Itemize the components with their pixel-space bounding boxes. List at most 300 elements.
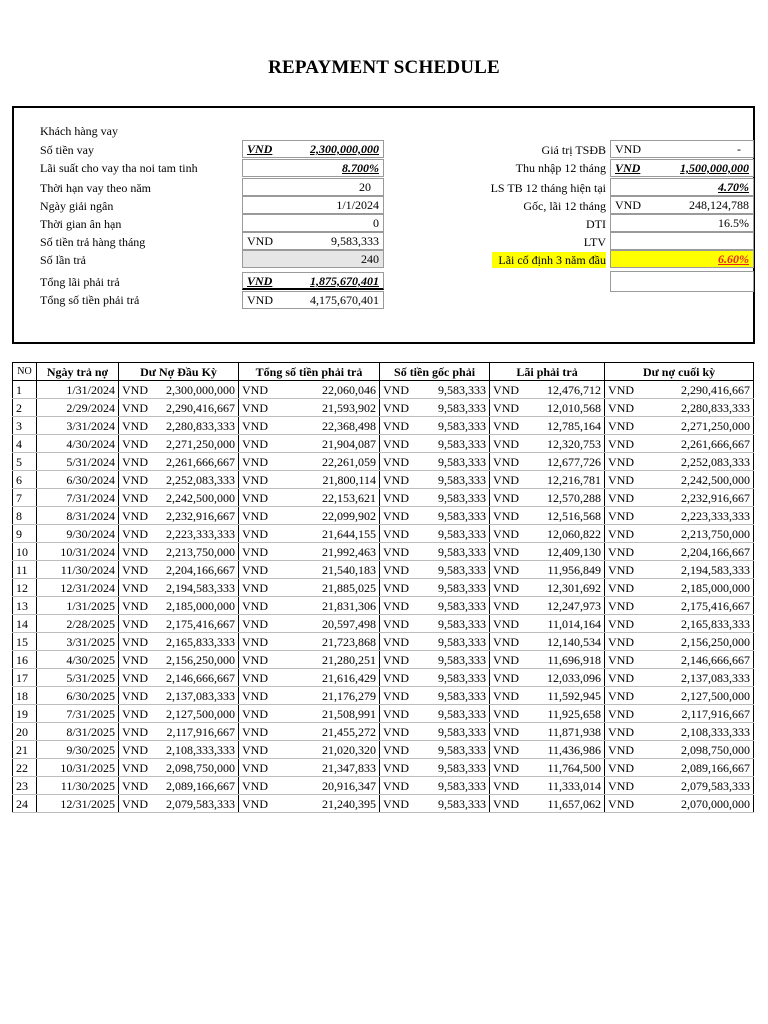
cell-currency[interactable]: VND <box>605 615 645 633</box>
cell-currency[interactable]: VND <box>380 705 420 723</box>
cell-no[interactable]: 16 <box>13 651 37 669</box>
cell-currency[interactable]: VND <box>380 543 420 561</box>
cell-currency[interactable]: VND <box>490 651 530 669</box>
cell-total-payment[interactable]: 21,644,155 <box>279 525 380 543</box>
cell-currency[interactable]: VND <box>239 543 279 561</box>
cell-date[interactable]: 7/31/2025 <box>37 705 119 723</box>
cell-principal[interactable]: 9,583,333 <box>420 705 490 723</box>
cell-no[interactable]: 21 <box>13 741 37 759</box>
cell-currency[interactable]: VND <box>490 759 530 777</box>
cell-date[interactable]: 10/31/2024 <box>37 543 119 561</box>
cell-currency[interactable]: VND <box>605 471 645 489</box>
cell-currency[interactable]: VND <box>380 525 420 543</box>
cell-currency[interactable]: VND <box>605 507 645 525</box>
cell-currency[interactable]: VND <box>119 525 159 543</box>
cell-currency[interactable]: VND <box>239 705 279 723</box>
cell-currency[interactable]: VND <box>490 471 530 489</box>
cell-currency[interactable]: VND <box>239 381 279 399</box>
cell-interest[interactable]: 11,592,945 <box>530 687 605 705</box>
cell-currency[interactable]: VND <box>380 453 420 471</box>
cell-date[interactable]: 2/29/2024 <box>37 399 119 417</box>
cell-total-payment[interactable]: 21,020,320 <box>279 741 380 759</box>
cell-date[interactable]: 6/30/2025 <box>37 687 119 705</box>
cell-currency[interactable]: VND <box>490 777 530 795</box>
cell-no[interactable]: 17 <box>13 669 37 687</box>
cell-currency[interactable]: VND <box>605 795 645 813</box>
cell-date[interactable]: 8/31/2024 <box>37 507 119 525</box>
cell-total-payment[interactable]: 21,831,306 <box>279 597 380 615</box>
cell-total-payment[interactable]: 22,099,902 <box>279 507 380 525</box>
cell-currency[interactable]: VND <box>380 507 420 525</box>
cell-currency[interactable]: VND <box>605 543 645 561</box>
cell-currency[interactable]: VND <box>119 777 159 795</box>
cell-currency[interactable]: VND <box>605 453 645 471</box>
cell-currency[interactable]: VND <box>119 759 159 777</box>
cell-no[interactable]: 23 <box>13 777 37 795</box>
cell-interest[interactable]: 12,301,692 <box>530 579 605 597</box>
cell-currency[interactable]: VND <box>119 435 159 453</box>
total-interest-cell[interactable] <box>242 272 384 290</box>
cell-opening-balance[interactable]: 2,098,750,000 <box>159 759 239 777</box>
cell-currency[interactable]: VND <box>490 615 530 633</box>
cell-closing-balance[interactable]: 2,213,750,000 <box>645 525 754 543</box>
cell-currency[interactable]: VND <box>380 561 420 579</box>
cell-no[interactable]: 20 <box>13 723 37 741</box>
cell-principal[interactable]: 9,583,333 <box>420 633 490 651</box>
cell-currency[interactable]: VND <box>119 615 159 633</box>
cell-currency[interactable]: VND <box>380 471 420 489</box>
cell-date[interactable]: 3/31/2025 <box>37 633 119 651</box>
cell-date[interactable]: 12/31/2025 <box>37 795 119 813</box>
cell-currency[interactable]: VND <box>119 669 159 687</box>
cell-currency[interactable]: VND <box>239 795 279 813</box>
cell-total-payment[interactable]: 21,992,463 <box>279 543 380 561</box>
cell-interest[interactable]: 11,696,918 <box>530 651 605 669</box>
cell-no[interactable]: 18 <box>13 687 37 705</box>
cell-total-payment[interactable]: 21,508,991 <box>279 705 380 723</box>
income-12m-cell[interactable] <box>610 159 754 177</box>
cell-opening-balance[interactable]: 2,280,833,333 <box>159 417 239 435</box>
total-payment-cell[interactable] <box>242 291 384 309</box>
cell-principal[interactable]: 9,583,333 <box>420 777 490 795</box>
cell-opening-balance[interactable]: 2,185,000,000 <box>159 597 239 615</box>
cell-closing-balance[interactable]: 2,137,083,333 <box>645 669 754 687</box>
principal-interest-12m-cell[interactable] <box>610 196 754 214</box>
cell-no[interactable]: 10 <box>13 543 37 561</box>
cell-currency[interactable]: VND <box>239 507 279 525</box>
cell-total-payment[interactable]: 21,347,833 <box>279 759 380 777</box>
ltv-cell[interactable] <box>610 232 754 250</box>
cell-date[interactable]: 4/30/2025 <box>37 651 119 669</box>
cell-interest[interactable]: 11,871,938 <box>530 723 605 741</box>
cell-currency[interactable]: VND <box>605 561 645 579</box>
cell-currency[interactable]: VND <box>119 705 159 723</box>
cell-currency[interactable]: VND <box>239 417 279 435</box>
cell-currency[interactable]: VND <box>119 399 159 417</box>
cell-opening-balance[interactable]: 2,079,583,333 <box>159 795 239 813</box>
cell-currency[interactable]: VND <box>119 453 159 471</box>
cell-currency[interactable]: VND <box>490 741 530 759</box>
cell-total-payment[interactable]: 22,153,621 <box>279 489 380 507</box>
cell-no[interactable]: 1 <box>13 381 37 399</box>
cell-no[interactable]: 7 <box>13 489 37 507</box>
cell-date[interactable]: 8/31/2025 <box>37 723 119 741</box>
cell-currency[interactable]: VND <box>119 795 159 813</box>
cell-opening-balance[interactable]: 2,252,083,333 <box>159 471 239 489</box>
cell-principal[interactable]: 9,583,333 <box>420 723 490 741</box>
cell-closing-balance[interactable]: 2,261,666,667 <box>645 435 754 453</box>
interest-rate-cell[interactable] <box>242 159 384 177</box>
term-cell[interactable] <box>242 178 384 196</box>
cell-opening-balance[interactable]: 2,300,000,000 <box>159 381 239 399</box>
cell-closing-balance[interactable]: 2,232,916,667 <box>645 489 754 507</box>
cell-currency[interactable]: VND <box>380 633 420 651</box>
cell-interest[interactable]: 12,010,568 <box>530 399 605 417</box>
cell-currency[interactable]: VND <box>119 741 159 759</box>
cell-closing-balance[interactable]: 2,185,000,000 <box>645 579 754 597</box>
cell-total-payment[interactable]: 21,593,902 <box>279 399 380 417</box>
cell-currency[interactable]: VND <box>380 651 420 669</box>
cell-principal[interactable]: 9,583,333 <box>420 381 490 399</box>
cell-currency[interactable]: VND <box>605 741 645 759</box>
cell-currency[interactable]: VND <box>490 507 530 525</box>
empty-cell[interactable] <box>610 271 754 292</box>
cell-currency[interactable]: VND <box>239 633 279 651</box>
cell-interest[interactable]: 11,657,062 <box>530 795 605 813</box>
cell-total-payment[interactable]: 21,800,114 <box>279 471 380 489</box>
cell-currency[interactable]: VND <box>239 597 279 615</box>
cell-currency[interactable]: VND <box>605 705 645 723</box>
cell-currency[interactable]: VND <box>380 723 420 741</box>
cell-total-payment[interactable]: 22,261,059 <box>279 453 380 471</box>
cell-currency[interactable]: VND <box>490 561 530 579</box>
cell-currency[interactable]: VND <box>605 579 645 597</box>
cell-currency[interactable]: VND <box>380 399 420 417</box>
cell-date[interactable]: 7/31/2024 <box>37 489 119 507</box>
cell-date[interactable]: 4/30/2024 <box>37 435 119 453</box>
cell-principal[interactable]: 9,583,333 <box>420 435 490 453</box>
cell-opening-balance[interactable]: 2,261,666,667 <box>159 453 239 471</box>
cell-currency[interactable]: VND <box>119 543 159 561</box>
cell-currency[interactable]: VND <box>119 489 159 507</box>
cell-currency[interactable]: VND <box>605 399 645 417</box>
cell-no[interactable]: 6 <box>13 471 37 489</box>
cell-currency[interactable]: VND <box>605 435 645 453</box>
cell-currency[interactable]: VND <box>119 471 159 489</box>
cell-currency[interactable]: VND <box>490 417 530 435</box>
cell-currency[interactable]: VND <box>239 453 279 471</box>
cell-currency[interactable]: VND <box>490 669 530 687</box>
cell-closing-balance[interactable]: 2,271,250,000 <box>645 417 754 435</box>
cell-currency[interactable]: VND <box>119 687 159 705</box>
cell-total-payment[interactable]: 20,916,347 <box>279 777 380 795</box>
cell-date[interactable]: 2/28/2025 <box>37 615 119 633</box>
cell-opening-balance[interactable]: 2,146,666,667 <box>159 669 239 687</box>
disbursement-date-cell[interactable] <box>242 196 384 214</box>
cell-principal[interactable]: 9,583,333 <box>420 651 490 669</box>
cell-currency[interactable]: VND <box>490 543 530 561</box>
cell-interest[interactable]: 11,925,658 <box>530 705 605 723</box>
cell-no[interactable]: 13 <box>13 597 37 615</box>
cell-opening-balance[interactable]: 2,204,166,667 <box>159 561 239 579</box>
cell-no[interactable]: 12 <box>13 579 37 597</box>
cell-closing-balance[interactable]: 2,280,833,333 <box>645 399 754 417</box>
cell-closing-balance[interactable]: 2,204,166,667 <box>645 543 754 561</box>
cell-closing-balance[interactable]: 2,175,416,667 <box>645 597 754 615</box>
cell-currency[interactable]: VND <box>490 687 530 705</box>
cell-principal[interactable]: 9,583,333 <box>420 471 490 489</box>
cell-no[interactable]: 9 <box>13 525 37 543</box>
cell-currency[interactable]: VND <box>605 525 645 543</box>
cell-no[interactable]: 5 <box>13 453 37 471</box>
cell-interest[interactable]: 12,409,130 <box>530 543 605 561</box>
cell-interest[interactable]: 12,785,164 <box>530 417 605 435</box>
cell-interest[interactable]: 12,060,822 <box>530 525 605 543</box>
cell-currency[interactable]: VND <box>239 525 279 543</box>
cell-total-payment[interactable]: 21,616,429 <box>279 669 380 687</box>
cell-currency[interactable]: VND <box>239 615 279 633</box>
cell-currency[interactable]: VND <box>490 705 530 723</box>
cell-opening-balance[interactable]: 2,223,333,333 <box>159 525 239 543</box>
cell-total-payment[interactable]: 21,240,395 <box>279 795 380 813</box>
cell-currency[interactable]: VND <box>490 723 530 741</box>
cell-interest[interactable]: 12,140,534 <box>530 633 605 651</box>
cell-principal[interactable]: 9,583,333 <box>420 489 490 507</box>
cell-currency[interactable]: VND <box>380 489 420 507</box>
cell-currency[interactable]: VND <box>605 651 645 669</box>
cell-currency[interactable]: VND <box>239 489 279 507</box>
cell-interest[interactable]: 11,436,986 <box>530 741 605 759</box>
cell-opening-balance[interactable]: 2,242,500,000 <box>159 489 239 507</box>
cell-currency[interactable]: VND <box>380 579 420 597</box>
cell-currency[interactable]: VND <box>380 597 420 615</box>
cell-currency[interactable]: VND <box>119 723 159 741</box>
cell-date[interactable]: 6/30/2024 <box>37 471 119 489</box>
cell-opening-balance[interactable]: 2,175,416,667 <box>159 615 239 633</box>
cell-no[interactable]: 3 <box>13 417 37 435</box>
cell-currency[interactable]: VND <box>380 381 420 399</box>
cell-currency[interactable]: VND <box>380 777 420 795</box>
cell-opening-balance[interactable]: 2,108,333,333 <box>159 741 239 759</box>
cell-interest[interactable]: 12,476,712 <box>530 381 605 399</box>
cell-no[interactable]: 14 <box>13 615 37 633</box>
cell-currency[interactable]: VND <box>490 489 530 507</box>
cell-no[interactable]: 15 <box>13 633 37 651</box>
cell-currency[interactable]: VND <box>119 651 159 669</box>
cell-principal[interactable]: 9,583,333 <box>420 453 490 471</box>
cell-currency[interactable]: VND <box>605 633 645 651</box>
cell-interest[interactable]: 12,247,973 <box>530 597 605 615</box>
cell-principal[interactable]: 9,583,333 <box>420 687 490 705</box>
cell-interest[interactable]: 12,320,753 <box>530 435 605 453</box>
cell-currency[interactable]: VND <box>605 669 645 687</box>
cell-currency[interactable]: VND <box>380 615 420 633</box>
cell-interest[interactable]: 11,333,014 <box>530 777 605 795</box>
cell-date[interactable]: 1/31/2024 <box>37 381 119 399</box>
cell-currency[interactable]: VND <box>239 561 279 579</box>
cell-currency[interactable]: VND <box>490 525 530 543</box>
cell-interest[interactable]: 12,677,726 <box>530 453 605 471</box>
cell-closing-balance[interactable]: 2,079,583,333 <box>645 777 754 795</box>
cell-opening-balance[interactable]: 2,089,166,667 <box>159 777 239 795</box>
cell-principal[interactable]: 9,583,333 <box>420 615 490 633</box>
cell-opening-balance[interactable]: 2,156,250,000 <box>159 651 239 669</box>
cell-currency[interactable]: VND <box>380 669 420 687</box>
cell-closing-balance[interactable]: 2,290,416,667 <box>645 381 754 399</box>
cell-total-payment[interactable]: 21,885,025 <box>279 579 380 597</box>
cell-closing-balance[interactable]: 2,089,166,667 <box>645 759 754 777</box>
cell-currency[interactable]: VND <box>119 381 159 399</box>
cell-currency[interactable]: VND <box>239 687 279 705</box>
cell-currency[interactable]: VND <box>605 597 645 615</box>
cell-currency[interactable]: VND <box>239 777 279 795</box>
cell-interest[interactable]: 12,516,568 <box>530 507 605 525</box>
cell-no[interactable]: 8 <box>13 507 37 525</box>
cell-total-payment[interactable]: 21,723,868 <box>279 633 380 651</box>
num-payments-cell[interactable] <box>242 250 384 268</box>
collateral-value-cell[interactable] <box>610 140 754 158</box>
cell-total-payment[interactable]: 22,368,498 <box>279 417 380 435</box>
cell-currency[interactable]: VND <box>239 759 279 777</box>
cell-currency[interactable]: VND <box>490 633 530 651</box>
cell-principal[interactable]: 9,583,333 <box>420 525 490 543</box>
cell-currency[interactable]: VND <box>490 399 530 417</box>
cell-closing-balance[interactable]: 2,117,916,667 <box>645 705 754 723</box>
dti-cell[interactable] <box>610 214 754 232</box>
cell-total-payment[interactable]: 21,904,087 <box>279 435 380 453</box>
cell-currency[interactable]: VND <box>380 741 420 759</box>
cell-currency[interactable]: VND <box>490 597 530 615</box>
cell-no[interactable]: 24 <box>13 795 37 813</box>
cell-currency[interactable]: VND <box>490 381 530 399</box>
cell-currency[interactable]: VND <box>380 417 420 435</box>
cell-currency[interactable]: VND <box>239 723 279 741</box>
cell-principal[interactable]: 9,583,333 <box>420 417 490 435</box>
cell-closing-balance[interactable]: 2,194,583,333 <box>645 561 754 579</box>
cell-currency[interactable]: VND <box>239 399 279 417</box>
loan-amount-cell[interactable] <box>242 140 384 158</box>
cell-interest[interactable]: 12,216,781 <box>530 471 605 489</box>
cell-closing-balance[interactable]: 2,146,666,667 <box>645 651 754 669</box>
cell-date[interactable]: 10/31/2025 <box>37 759 119 777</box>
cell-no[interactable]: 22 <box>13 759 37 777</box>
cell-currency[interactable]: VND <box>605 759 645 777</box>
cell-currency[interactable]: VND <box>239 741 279 759</box>
cell-currency[interactable]: VND <box>605 687 645 705</box>
cell-date[interactable]: 3/31/2024 <box>37 417 119 435</box>
cell-principal[interactable]: 9,583,333 <box>420 561 490 579</box>
cell-closing-balance[interactable]: 2,127,500,000 <box>645 687 754 705</box>
cell-currency[interactable]: VND <box>119 633 159 651</box>
cell-currency[interactable]: VND <box>119 579 159 597</box>
cell-currency[interactable]: VND <box>239 669 279 687</box>
cell-currency[interactable]: VND <box>380 759 420 777</box>
cell-opening-balance[interactable]: 2,165,833,333 <box>159 633 239 651</box>
cell-currency[interactable]: VND <box>490 579 530 597</box>
cell-total-payment[interactable]: 22,060,046 <box>279 381 380 399</box>
cell-date[interactable]: 9/30/2024 <box>37 525 119 543</box>
cell-principal[interactable]: 9,583,333 <box>420 507 490 525</box>
cell-principal[interactable]: 9,583,333 <box>420 741 490 759</box>
cell-principal[interactable]: 9,583,333 <box>420 543 490 561</box>
cell-principal[interactable]: 9,583,333 <box>420 669 490 687</box>
cell-currency[interactable]: VND <box>239 579 279 597</box>
cell-total-payment[interactable]: 21,176,279 <box>279 687 380 705</box>
cell-currency[interactable]: VND <box>119 507 159 525</box>
cell-total-payment[interactable]: 20,597,498 <box>279 615 380 633</box>
cell-interest[interactable]: 11,014,164 <box>530 615 605 633</box>
cell-principal[interactable]: 9,583,333 <box>420 597 490 615</box>
cell-opening-balance[interactable]: 2,271,250,000 <box>159 435 239 453</box>
cell-opening-balance[interactable]: 2,137,083,333 <box>159 687 239 705</box>
cell-date[interactable]: 9/30/2025 <box>37 741 119 759</box>
cell-currency[interactable]: VND <box>239 651 279 669</box>
cell-opening-balance[interactable]: 2,127,500,000 <box>159 705 239 723</box>
cell-closing-balance[interactable]: 2,252,083,333 <box>645 453 754 471</box>
cell-principal[interactable]: 9,583,333 <box>420 795 490 813</box>
cell-interest[interactable]: 11,764,500 <box>530 759 605 777</box>
cell-currency[interactable]: VND <box>490 795 530 813</box>
cell-currency[interactable]: VND <box>605 489 645 507</box>
cell-currency[interactable]: VND <box>605 777 645 795</box>
cell-total-payment[interactable]: 21,455,272 <box>279 723 380 741</box>
grace-period-cell[interactable] <box>242 214 384 232</box>
cell-closing-balance[interactable]: 2,070,000,000 <box>645 795 754 813</box>
cell-no[interactable]: 11 <box>13 561 37 579</box>
cell-date[interactable]: 12/31/2024 <box>37 579 119 597</box>
cell-currency[interactable]: VND <box>119 597 159 615</box>
cell-principal[interactable]: 9,583,333 <box>420 579 490 597</box>
cell-principal[interactable]: 9,583,333 <box>420 759 490 777</box>
cell-no[interactable]: 2 <box>13 399 37 417</box>
cell-no[interactable]: 19 <box>13 705 37 723</box>
cell-no[interactable]: 4 <box>13 435 37 453</box>
cell-currency[interactable]: VND <box>380 687 420 705</box>
cell-interest[interactable]: 12,033,096 <box>530 669 605 687</box>
cell-currency[interactable]: VND <box>605 381 645 399</box>
cell-closing-balance[interactable]: 2,156,250,000 <box>645 633 754 651</box>
cell-closing-balance[interactable]: 2,242,500,000 <box>645 471 754 489</box>
cell-date[interactable]: 5/31/2024 <box>37 453 119 471</box>
avg-rate-12m-cell[interactable] <box>610 178 754 196</box>
cell-principal[interactable]: 9,583,333 <box>420 399 490 417</box>
cell-total-payment[interactable]: 21,280,251 <box>279 651 380 669</box>
cell-opening-balance[interactable]: 2,290,416,667 <box>159 399 239 417</box>
cell-opening-balance[interactable]: 2,194,583,333 <box>159 579 239 597</box>
cell-currency[interactable]: VND <box>119 417 159 435</box>
cell-currency[interactable]: VND <box>239 471 279 489</box>
cell-opening-balance[interactable]: 2,117,916,667 <box>159 723 239 741</box>
cell-opening-balance[interactable]: 2,232,916,667 <box>159 507 239 525</box>
cell-opening-balance[interactable]: 2,213,750,000 <box>159 543 239 561</box>
monthly-payment-cell[interactable] <box>242 232 384 250</box>
cell-closing-balance[interactable]: 2,098,750,000 <box>645 741 754 759</box>
cell-currency[interactable]: VND <box>380 435 420 453</box>
cell-total-payment[interactable]: 21,540,183 <box>279 561 380 579</box>
cell-currency[interactable]: VND <box>605 723 645 741</box>
cell-currency[interactable]: VND <box>239 435 279 453</box>
cell-closing-balance[interactable]: 2,108,333,333 <box>645 723 754 741</box>
cell-currency[interactable]: VND <box>490 435 530 453</box>
cell-interest[interactable]: 11,956,849 <box>530 561 605 579</box>
cell-date[interactable]: 1/31/2025 <box>37 597 119 615</box>
cell-date[interactable]: 5/31/2025 <box>37 669 119 687</box>
cell-currency[interactable]: VND <box>119 561 159 579</box>
cell-currency[interactable]: VND <box>605 417 645 435</box>
cell-closing-balance[interactable]: 2,165,833,333 <box>645 615 754 633</box>
cell-date[interactable]: 11/30/2025 <box>37 777 119 795</box>
cell-date[interactable]: 11/30/2024 <box>37 561 119 579</box>
